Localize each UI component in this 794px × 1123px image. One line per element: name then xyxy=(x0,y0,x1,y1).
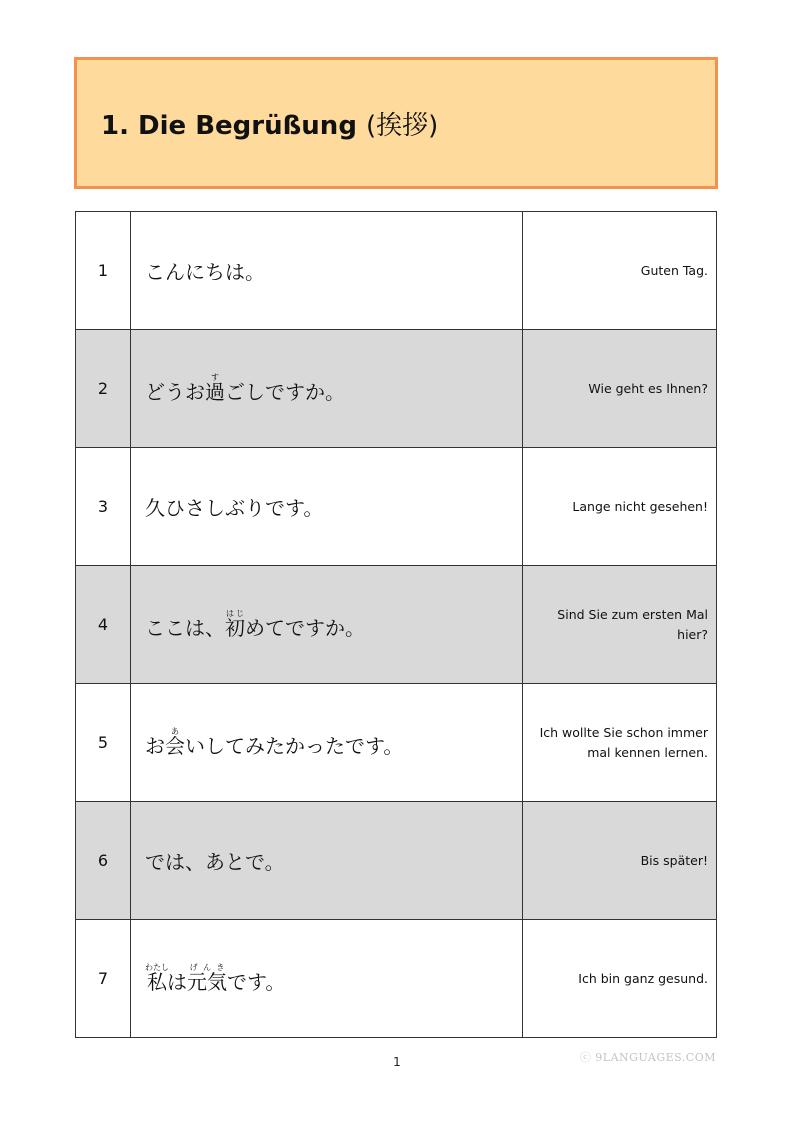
japanese-phrase xyxy=(131,920,523,1038)
kanji: 私 xyxy=(145,969,169,994)
german-translation: Guten Tag. xyxy=(523,212,717,330)
table-row xyxy=(76,212,717,330)
kanji-with-furigana xyxy=(187,962,227,994)
kanji-with-furigana xyxy=(145,962,169,994)
table-row xyxy=(76,802,717,920)
japanese-text: こんにちは。 xyxy=(145,260,265,284)
japanese-phrase xyxy=(131,330,523,448)
row-number: 4 xyxy=(76,566,131,684)
japanese-text: いしてみたかったです。 xyxy=(185,733,404,758)
kanji-with-furigana xyxy=(205,372,225,404)
lesson-title-main: 1. Die Begrüßung xyxy=(101,111,357,141)
table-row xyxy=(76,566,717,684)
kanji: 初 xyxy=(225,615,245,640)
japanese-text: どうお xyxy=(145,379,205,404)
row-number: 1 xyxy=(76,212,131,330)
german-translation: Bis später! xyxy=(523,802,717,920)
row-number: 7 xyxy=(76,920,131,1038)
furigana: わたし xyxy=(145,962,169,972)
kanji: 過 xyxy=(205,379,225,404)
furigana: あ xyxy=(165,726,185,736)
kanji-with-furigana xyxy=(225,608,245,640)
row-number: 3 xyxy=(76,448,131,566)
japanese-phrase xyxy=(131,212,523,330)
kanji-with-furigana xyxy=(165,726,185,758)
table-row xyxy=(76,684,717,802)
row-number: 5 xyxy=(76,684,131,802)
row-number: 2 xyxy=(76,330,131,448)
furigana: はじ xyxy=(225,608,245,618)
japanese-phrase xyxy=(131,448,523,566)
furigana: す xyxy=(205,372,225,382)
table-row xyxy=(76,448,717,566)
german-translation: Lange nicht gesehen! xyxy=(523,448,717,566)
table-row xyxy=(76,330,717,448)
japanese-text: では、あとで。 xyxy=(145,850,285,874)
lesson-title xyxy=(101,105,438,142)
japanese-text: ごしですか。 xyxy=(225,379,345,404)
lesson-title-paren: (挨拶) xyxy=(366,111,439,141)
row-number: 6 xyxy=(76,802,131,920)
phrase-table xyxy=(75,211,717,1038)
page-number: 1 xyxy=(393,1055,401,1069)
japanese-text: お xyxy=(145,733,165,758)
japanese-text: です。 xyxy=(227,969,286,994)
german-translation: Ich wollte Sie schon immer mal kennen lernen. xyxy=(523,684,717,802)
japanese-text: めてですか。 xyxy=(245,615,365,640)
german-translation: Wie geht es Ihnen? xyxy=(523,330,717,448)
japanese-text: は xyxy=(167,969,187,994)
copyright-notice: ⓒ 9LANGUAGES.COM xyxy=(579,1051,716,1064)
german-translation: Sind Sie zum ersten Mal hier? xyxy=(523,566,717,684)
japanese-text: 久ひさしぶりです。 xyxy=(145,496,324,520)
german-translation: Ich bin ganz gesund. xyxy=(523,920,717,1038)
japanese-phrase xyxy=(131,566,523,684)
lesson-title-box xyxy=(74,57,718,189)
furigana: げんき xyxy=(187,962,227,972)
table-row xyxy=(76,920,717,1038)
japanese-phrase xyxy=(131,802,523,920)
japanese-text: ここは、 xyxy=(145,615,225,640)
kanji: 元気 xyxy=(187,969,227,994)
kanji: 会 xyxy=(165,733,185,758)
japanese-phrase xyxy=(131,684,523,802)
